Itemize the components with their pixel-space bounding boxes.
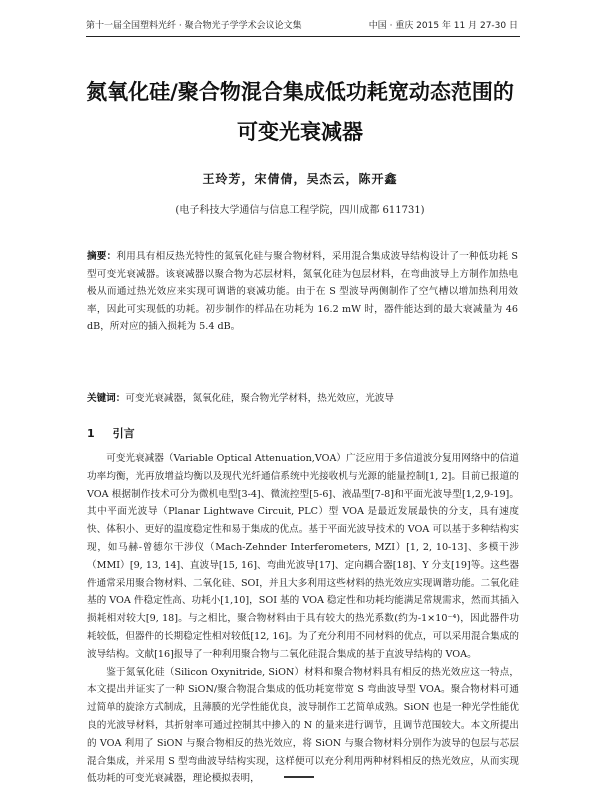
page-footer-mark [284, 776, 314, 782]
paper-title-line-2: 可变光衰减器 [237, 120, 363, 144]
body-paragraph-1: 可变光衰减器（Variable Optical Attenuation,VOA）广泛应用于多信道波分复用网络中的信道功率均衡，光再放增益均衡以及现代光纤通信系统中光接收机与光源的能量控制[1, 2]。目前已报道的 VOA 根据制作技术可分为微机电型[3-4]、微流控型[5-6]、液晶型[7-8]和平面光波导型[1,2,9-19]。其中平面光波导（Planar Lightwave Circuit, PLC）型 VOA 是最近发展最快的分支，具有速度快、体积小、更好的温度稳定性和易于集成的优点。基于平面光波导技术的 VOA 可以基于多种结构实现，如马赫-曾德尔干涉仪（Mach-Zehnder Interferometers, MZI）[1, 2, 10-13]、多模干涉（MMI）[9, 13, 14]、直波导[15, 16]、弯曲光波导[17]、定向耦合器[18]、Y 分支[19]等。这些器件通常采用聚合物材料、二氧化硅、SOI，并且大多利用这些材料的热光效应实现调谐功能。二氧化硅基的 VOA 件稳定性高、功耗小[1,10]，SOI 基的 VOA 稳定性和功耗均能满足常规需求，然而其插入损耗相对较大[9, 18]。与之相比，聚合物材料由于具有较大的热光系数(约为-1×10⁻⁴)，因此器件功耗较低，但器件的长期稳定性相对较低[12, 16]。为了充分利用不同材料的优点，可以采用混合集成的波导结构。文献[16]报导了一种利用聚合物与二氧化硅混合集成的基于直波导结构的 VOA。 [87, 453, 519, 660]
keywords [87, 390, 518, 407]
running-header [86, 18, 518, 32]
abstract-text: 利用具有相反热光特性的氮氧化硅与聚合物材料，采用混合集成波导结构设计了一种低功耗 S 型可变光衰减器。该衰减器以聚合物为芯层材料，氮氧化硅为包层材料，在弯曲波导上方制作加热电极从而通过热光效应来实现可调谐的衰减功能。由于在 S 型波导两侧制作了空气槽以增加热利用效率，因此可实现低的功耗。初步制作的样品在功耗为 16.2 mW 时，器件能达到的最大衰减量为 46 dB，所对应的插入损耗为 5.4 dB。 [87, 251, 519, 333]
body-paragraph-2: 鉴于氮氧化硅（Silicon Oxynitride, SiON）材料和聚合物材料具有相反的热光效应这一特点，本文提出并证实了一种 SiON/聚合物混合集成的低功耗宽带宽 S 弯曲波导型 VOA。聚合物材料可通过简单的旋涂方式制成，且薄膜的光学性能优良，波导制作工艺简单成熟。SiON 也是一种光学性能优良的光波导材料，其折射率可通过控制其中掺入的 N 的量来进行调节，且调节范围较大。本文所提出的 VOA 利用了 SiON 与聚合物相反的热光效应，将 SiON 与聚合物材料分别作为波导的包层与芯层混合集成，并采用 S 型弯曲波导结构实现，这样便可以充分利用两种材料相反的热光效应，从而实现低功耗的可变光衰减器，理论模拟表明， [87, 666, 519, 785]
introduction-body [87, 450, 519, 788]
section-title: 引言 [112, 427, 135, 440]
keywords-text: 可变光衰减器，氮氧化硅，聚合物光学材料，热光效应，光波导 [125, 393, 394, 404]
header-divider [86, 36, 520, 37]
paper-title-line-1: 氮氧化硅/聚合物混合集成低功耗宽动态范围的 [86, 80, 514, 104]
conference-name: 第十一届全国塑料光纤 · 聚合物光子学学术会议论文集 [86, 21, 302, 31]
section-number: 1 [87, 427, 95, 440]
section-heading-introduction [87, 425, 135, 441]
author-affiliation: (电子科技大学通信与信息工程学院，四川成都 611731) [175, 205, 425, 216]
abstract-label: 摘要： [87, 251, 117, 262]
author-list: 王玲芳，宋倩倩，吴杰云，陈开鑫 [202, 172, 398, 186]
conference-date-location: 中国 · 重庆 2015 年 11 月 27-30 日 [368, 21, 518, 31]
abstract [87, 248, 518, 336]
keywords-label: 关键词： [87, 393, 126, 404]
